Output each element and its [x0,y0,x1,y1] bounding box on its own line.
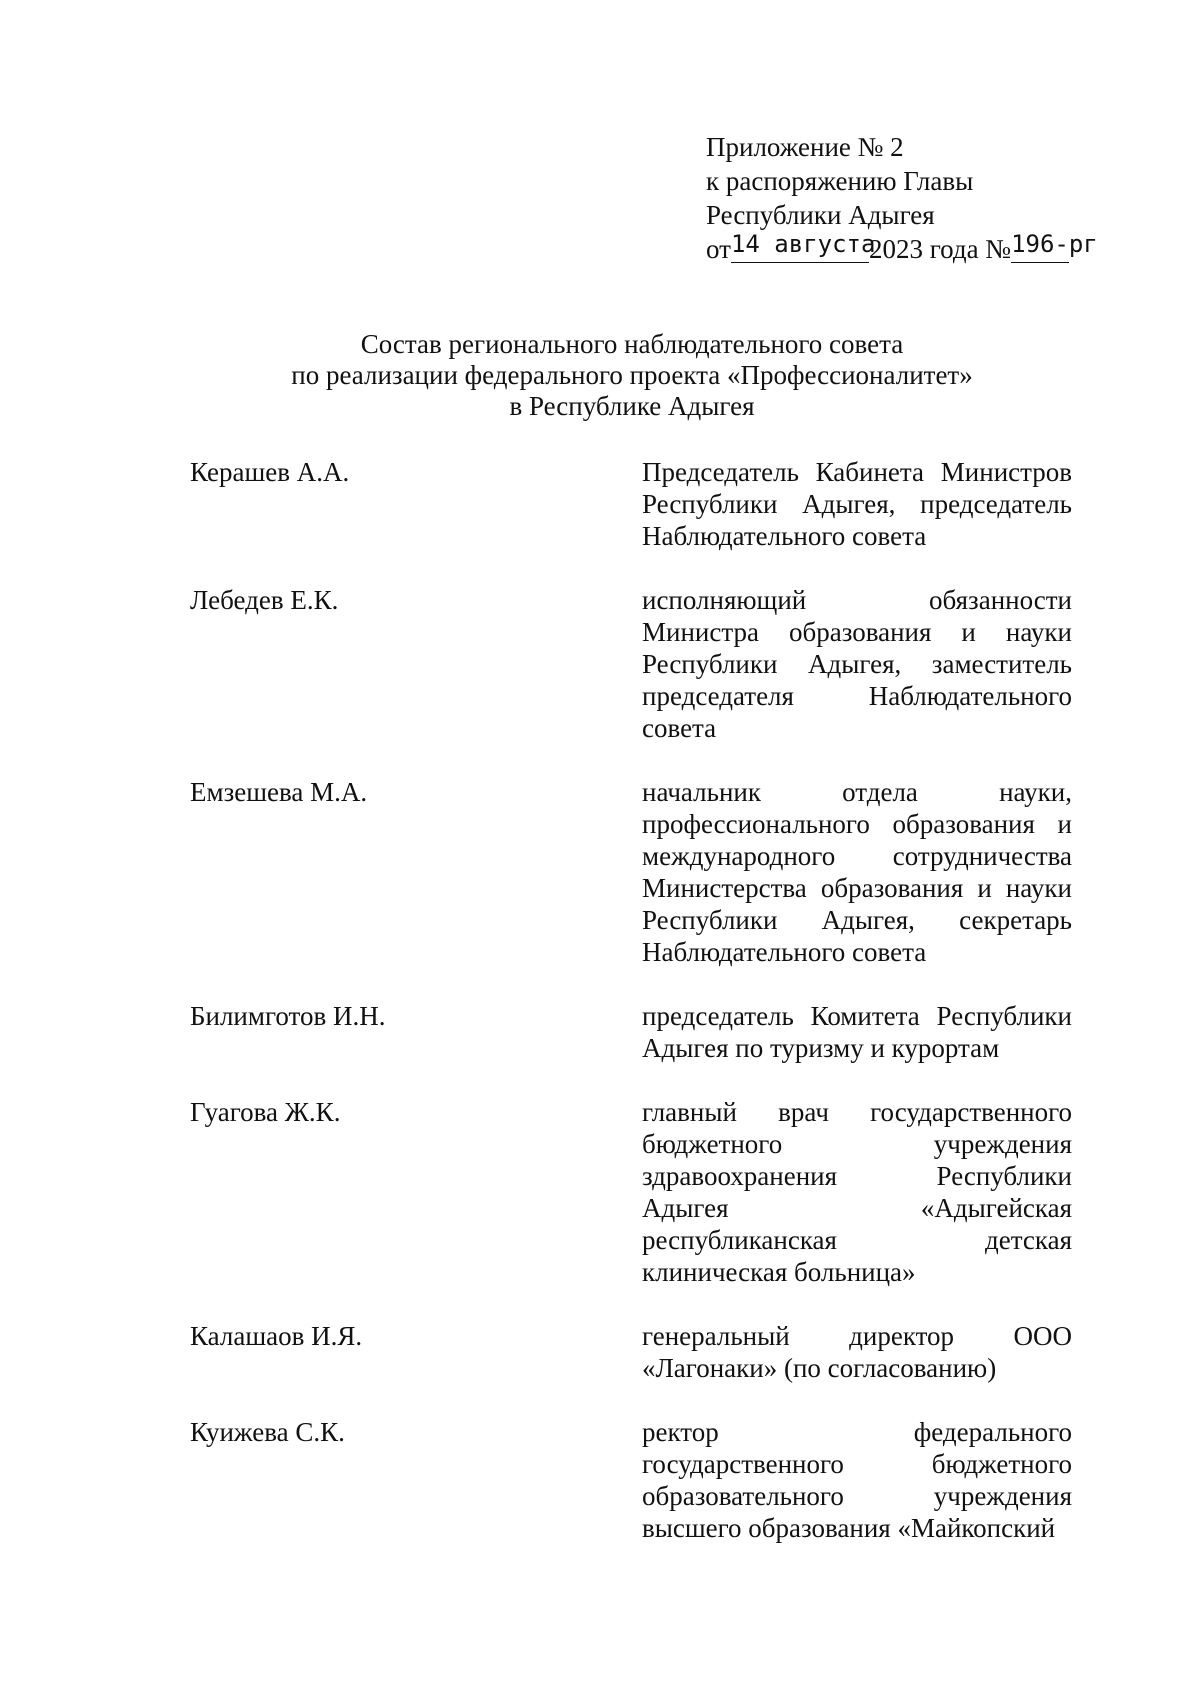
appendix-republic: Республики Адыгея [706,200,935,230]
member-role [642,1320,1072,1384]
title-line-1: Состав регионального наблюдательного совета [360,329,904,359]
member-name: Куижева С.К. [190,1417,345,1447]
member-role [642,1416,1072,1544]
role-line: ректор федерального [642,1417,1072,1447]
role-line: Республики Адыгея, заместитель [642,649,1072,679]
role-line: клиническая больница» [642,1257,916,1287]
role-line: «Лагонаки» (по согласованию) [642,1353,997,1383]
member-role [642,1096,1072,1288]
appendix-order-ref: к распоряжению Главы [706,166,974,196]
member-entry [0,1096,1200,1288]
role-line: Республики Адыгея, секретарь [642,905,1072,935]
handwritten-number: 196-рг [1011,230,1098,258]
title-line-3: в Республике Адыгея [509,391,755,421]
role-line: Адыгея «Адыгейская [642,1193,1072,1223]
member-entry [0,584,1200,744]
number-fill-field [1011,230,1098,263]
member-name: Керашев А.А. [190,457,350,487]
member-entry [0,456,1200,552]
role-line: председатель Комитета Республики [642,1001,1072,1031]
role-line: Министерства образования и науки [642,873,1072,903]
member-role [642,776,1072,968]
role-line: Председатель Кабинета Министров [642,457,1072,487]
member-entry [0,1000,1200,1064]
date-prefix: от [706,234,731,264]
title-line-2: по реализации федерального проекта «Профессионалитет» [291,360,973,390]
appendix-date-line [706,230,1098,266]
member-name: Билимготов И.Н. [190,1001,386,1031]
member-name: Гуагова Ж.К. [190,1097,341,1127]
member-name: Калашаов И.Я. [190,1321,363,1351]
role-line: Адыгея по туризму и курортам [642,1033,1000,1063]
role-line: исполняющий обязанности [642,585,1072,615]
member-name: Емзешева М.А. [190,777,368,807]
role-line: совета [642,713,717,743]
member-name: Лебедев Е.К. [190,585,339,615]
member-role [642,456,1072,552]
member-entry [0,1416,1200,1544]
role-line: высшего образования «Майкопский [642,1513,1056,1543]
role-line: государственного бюджетного [642,1449,1072,1479]
date-fill-field [730,230,876,263]
role-line: генеральный директор ООО [642,1321,1072,1351]
handwritten-date: 14 августа [730,230,876,258]
role-line: Республики Адыгея, председатель [642,489,1072,519]
role-line: Министра образования и науки [642,617,1072,647]
role-line: здравоохранения Республики [642,1161,1072,1191]
role-line: начальник отдела науки, [642,777,1072,807]
member-entry [0,1320,1200,1384]
role-line: международного сотрудничества [642,841,1072,871]
member-role [642,584,1072,744]
role-line: бюджетного учреждения [642,1129,1072,1159]
year-text: 2023 года № [868,234,1012,264]
appendix-number: Приложение № 2 [706,132,904,162]
role-line: образовательного учреждения [642,1481,1072,1511]
role-line: Наблюдательного совета [642,937,927,967]
members-list [0,456,1200,1576]
document-title [0,329,1200,422]
appendix-reference [706,130,1098,266]
role-line: Наблюдательного совета [642,521,927,551]
role-line: республиканская детская [642,1225,1072,1255]
member-role [642,1000,1072,1064]
role-line: главный врач государственного [642,1097,1072,1127]
member-entry [0,776,1200,968]
role-line: профессионального образования и [642,809,1072,839]
role-line: председателя Наблюдательного [642,681,1072,711]
